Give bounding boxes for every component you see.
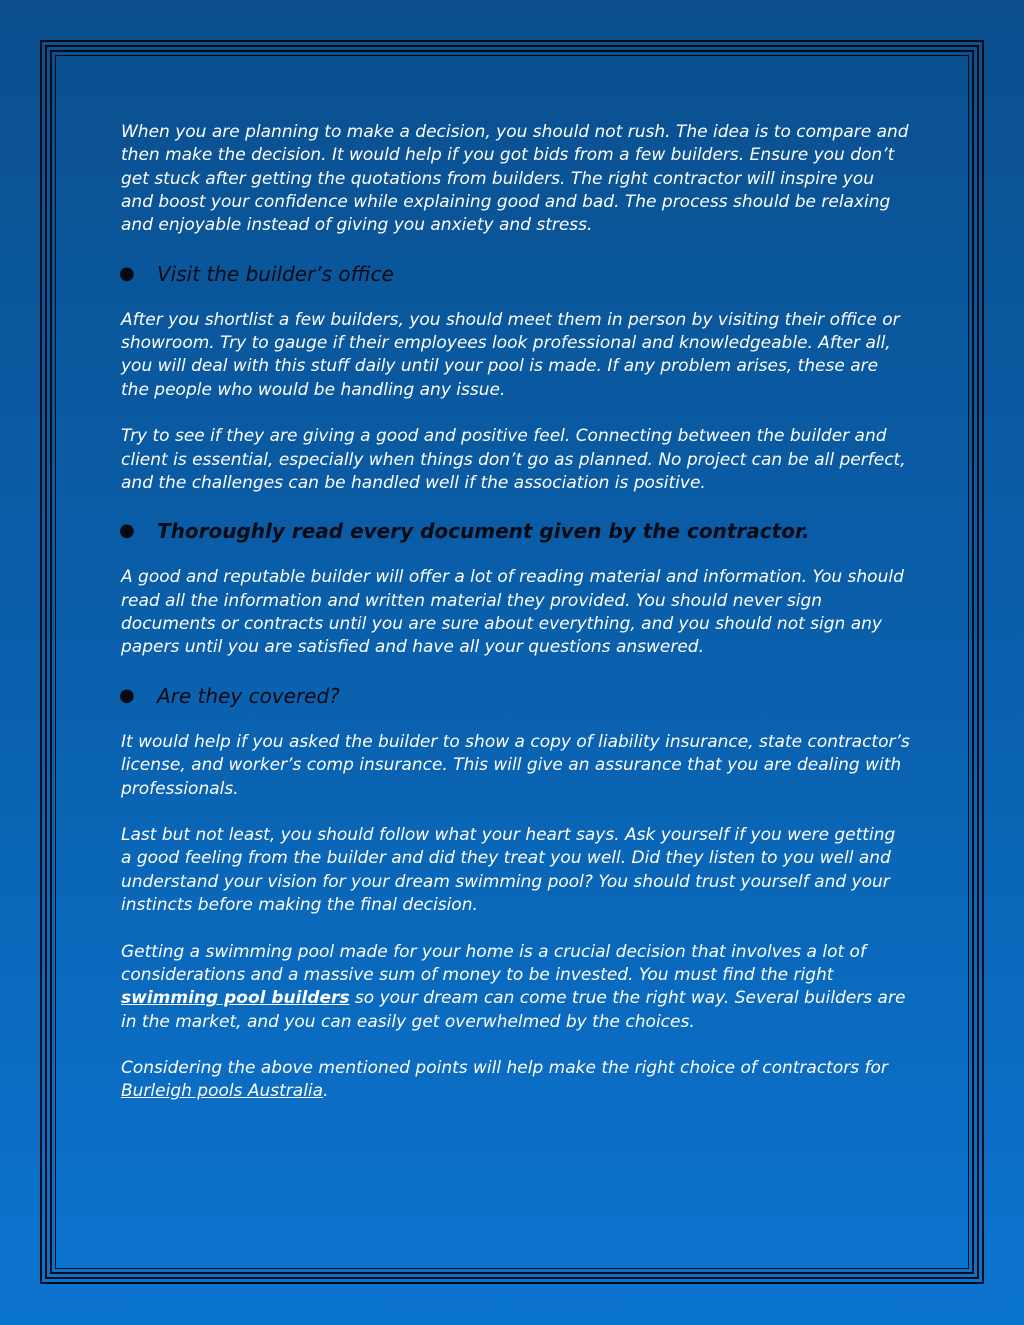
heading-text: Are they covered? — [157, 683, 340, 708]
burleigh-pools-link[interactable]: Burleigh pools Australia — [121, 1081, 324, 1102]
document-body — [121, 121, 911, 1127]
considering-text-after: . — [323, 1081, 329, 1102]
intro-paragraph: When you are planning to make a decision, you should not rush. The idea is to compare and then make the decision. It would help if you got bids from a few builders. Ensure you don’t get stuck after getting the quotations from builders. The right contractor will inspire you and boost your confidence while explaining good and bad. The process should be relaxing and enjoyable instead of giving you anxiety and stress. — [121, 122, 909, 236]
heading-text: Visit the builder’s office — [157, 261, 394, 286]
getting-text-before: Getting a swimming pool made for your home is a crucial decision that involves a lot of considerations and a massive sum of money to be invested. You must find the right — [121, 941, 866, 985]
getting-paragraph — [121, 941, 911, 1034]
heading-covered — [119, 683, 911, 709]
bullet-icon: ● — [119, 520, 135, 542]
visit-paragraph-2: Try to see if they are giving a good and positive feel. Connecting between the builder and client is essential, especially when things don’t go as planned. No project can be all perfect, and the challenges can be handled well if the association is positive. — [121, 426, 906, 493]
swimming-pool-builders-link[interactable]: swimming pool builders — [121, 988, 350, 1009]
bullet-icon: ● — [119, 684, 135, 706]
considering-text-before: Considering the above mentioned points will help make the right choice of contractors for — [121, 1058, 888, 1079]
visit-paragraph-1: After you shortlist a few builders, you should meet them in person by visiting their office or showroom. Try to gauge if their employees look professional and knowledgeable. After all, you will deal with this stuff daily until your pool is made. If any problem arises, these are the people who would be handling any issue. — [121, 309, 900, 400]
read-paragraph: A good and reputable builder will offer a lot of reading material and information. You should read all the information and written material they provided. You should never sign documents or contracts until you are sure about everything, and you should not sign any papers until you are satisfied and have all your questions answered. — [121, 567, 904, 658]
heading-read-documents — [119, 518, 911, 544]
heading-text: Thoroughly read every document given by the contractor. — [157, 519, 810, 544]
heading-visit-office — [119, 261, 911, 287]
getting-text-after: so your dream can come true the right way. Several builders are in the market, and you can easily get overwhelmed by the choices. — [121, 988, 906, 1032]
considering-paragraph — [121, 1057, 911, 1104]
covered-paragraph: It would help if you asked the builder to show a copy of liability insurance, state contractor’s license, and worker’s comp insurance. This will give an assurance that you are dealing with professionals. — [121, 731, 910, 799]
bullet-icon: ● — [119, 262, 135, 284]
last-paragraph: Last but not least, you should follow what your heart says. Ask yourself if you were getting a good feeling from the builder and did they treat you well. Did they listen to you well and understand your vision for your dream swimming pool? You should trust yourself and your instincts before making the final decision. — [121, 825, 896, 916]
